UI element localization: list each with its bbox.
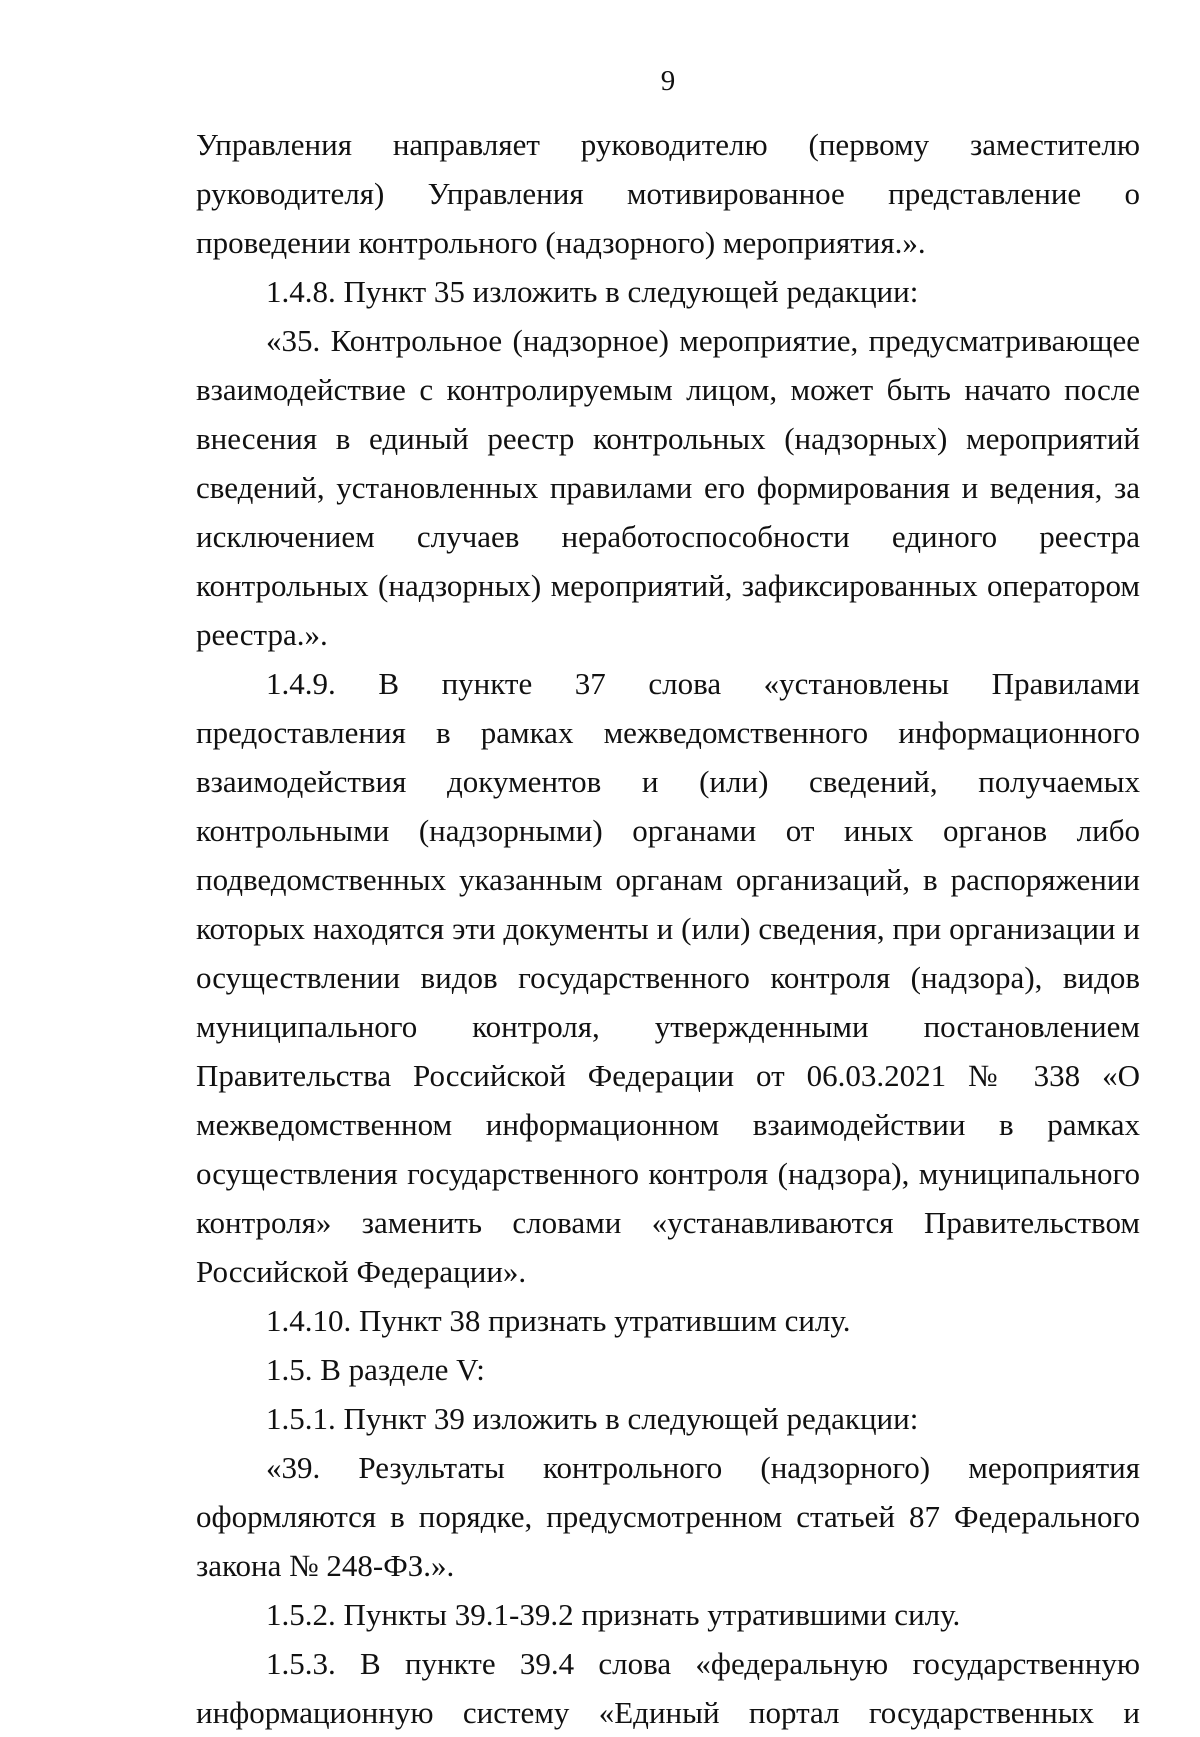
- paragraph-1-4-9: 1.4.9. В пункте 37 слова «установлены Правилами предоставления в рамках межведомственного информационного взаимодействия документов и (или) сведений, получаемых контрольными (надзорными) органами от иных органов либо подведомственных указанным органам организаций, в распоряжении которых находятся эти документы и (или) сведения, при организации и осуществлении видов государственного контроля (надзора), видов муниципального контроля, утвержденными постановлением Правительства Российской Федерации от 06.03.2021 № 338 «О межведомственном информационном взаимодействии в рамках осуществления государственного контроля (надзора), муниципального контроля» заменить словами «устанавливаются Правительством Российской Федерации».: [196, 666, 1140, 1289]
- paragraph-1-5-1: 1.5.1. Пункт 39 изложить в следующей редакции:: [266, 1401, 919, 1436]
- page-number: 9: [660, 65, 676, 97]
- paragraph-item-35: «35. Контрольное (надзорное) мероприятие, предусматривающее взаимодействие с контролируемым лицом, может быть начато после внесения в единый реестр контрольных (надзорных) мероприятий сведений, установленных правилами его формирования и ведения, за исключением случаев неработоспособности единого реестра контрольных (надзорных) мероприятий, зафиксированных оператором реестра.».: [196, 323, 1140, 652]
- paragraph-1-5-3: 1.5.3. В пункте 39.4 слова «федеральную государственную информационную систему «Единый портал государственных и: [196, 1646, 1140, 1730]
- paragraph-1-5: 1.5. В разделе V:: [266, 1352, 485, 1387]
- paragraph-1-4-8: 1.4.8. Пункт 35 изложить в следующей редакции:: [266, 274, 919, 309]
- document-body: [196, 120, 1140, 1737]
- paragraph-continuation: Управления направляет руководителю (первому заместителю руководителя) Управления мотивированное представление о проведении контрольного (надзорного) мероприятия.».: [196, 127, 1140, 260]
- paragraph-1-5-2: 1.5.2. Пункты 39.1-39.2 признать утратившими силу.: [266, 1597, 961, 1632]
- paragraph-1-4-10: 1.4.10. Пункт 38 признать утратившим силу.: [266, 1303, 851, 1338]
- paragraph-item-39: «39. Результаты контрольного (надзорного) мероприятия оформляются в порядке, предусмотренном статьей 87 Федерального закона № 248-ФЗ.».: [196, 1450, 1140, 1583]
